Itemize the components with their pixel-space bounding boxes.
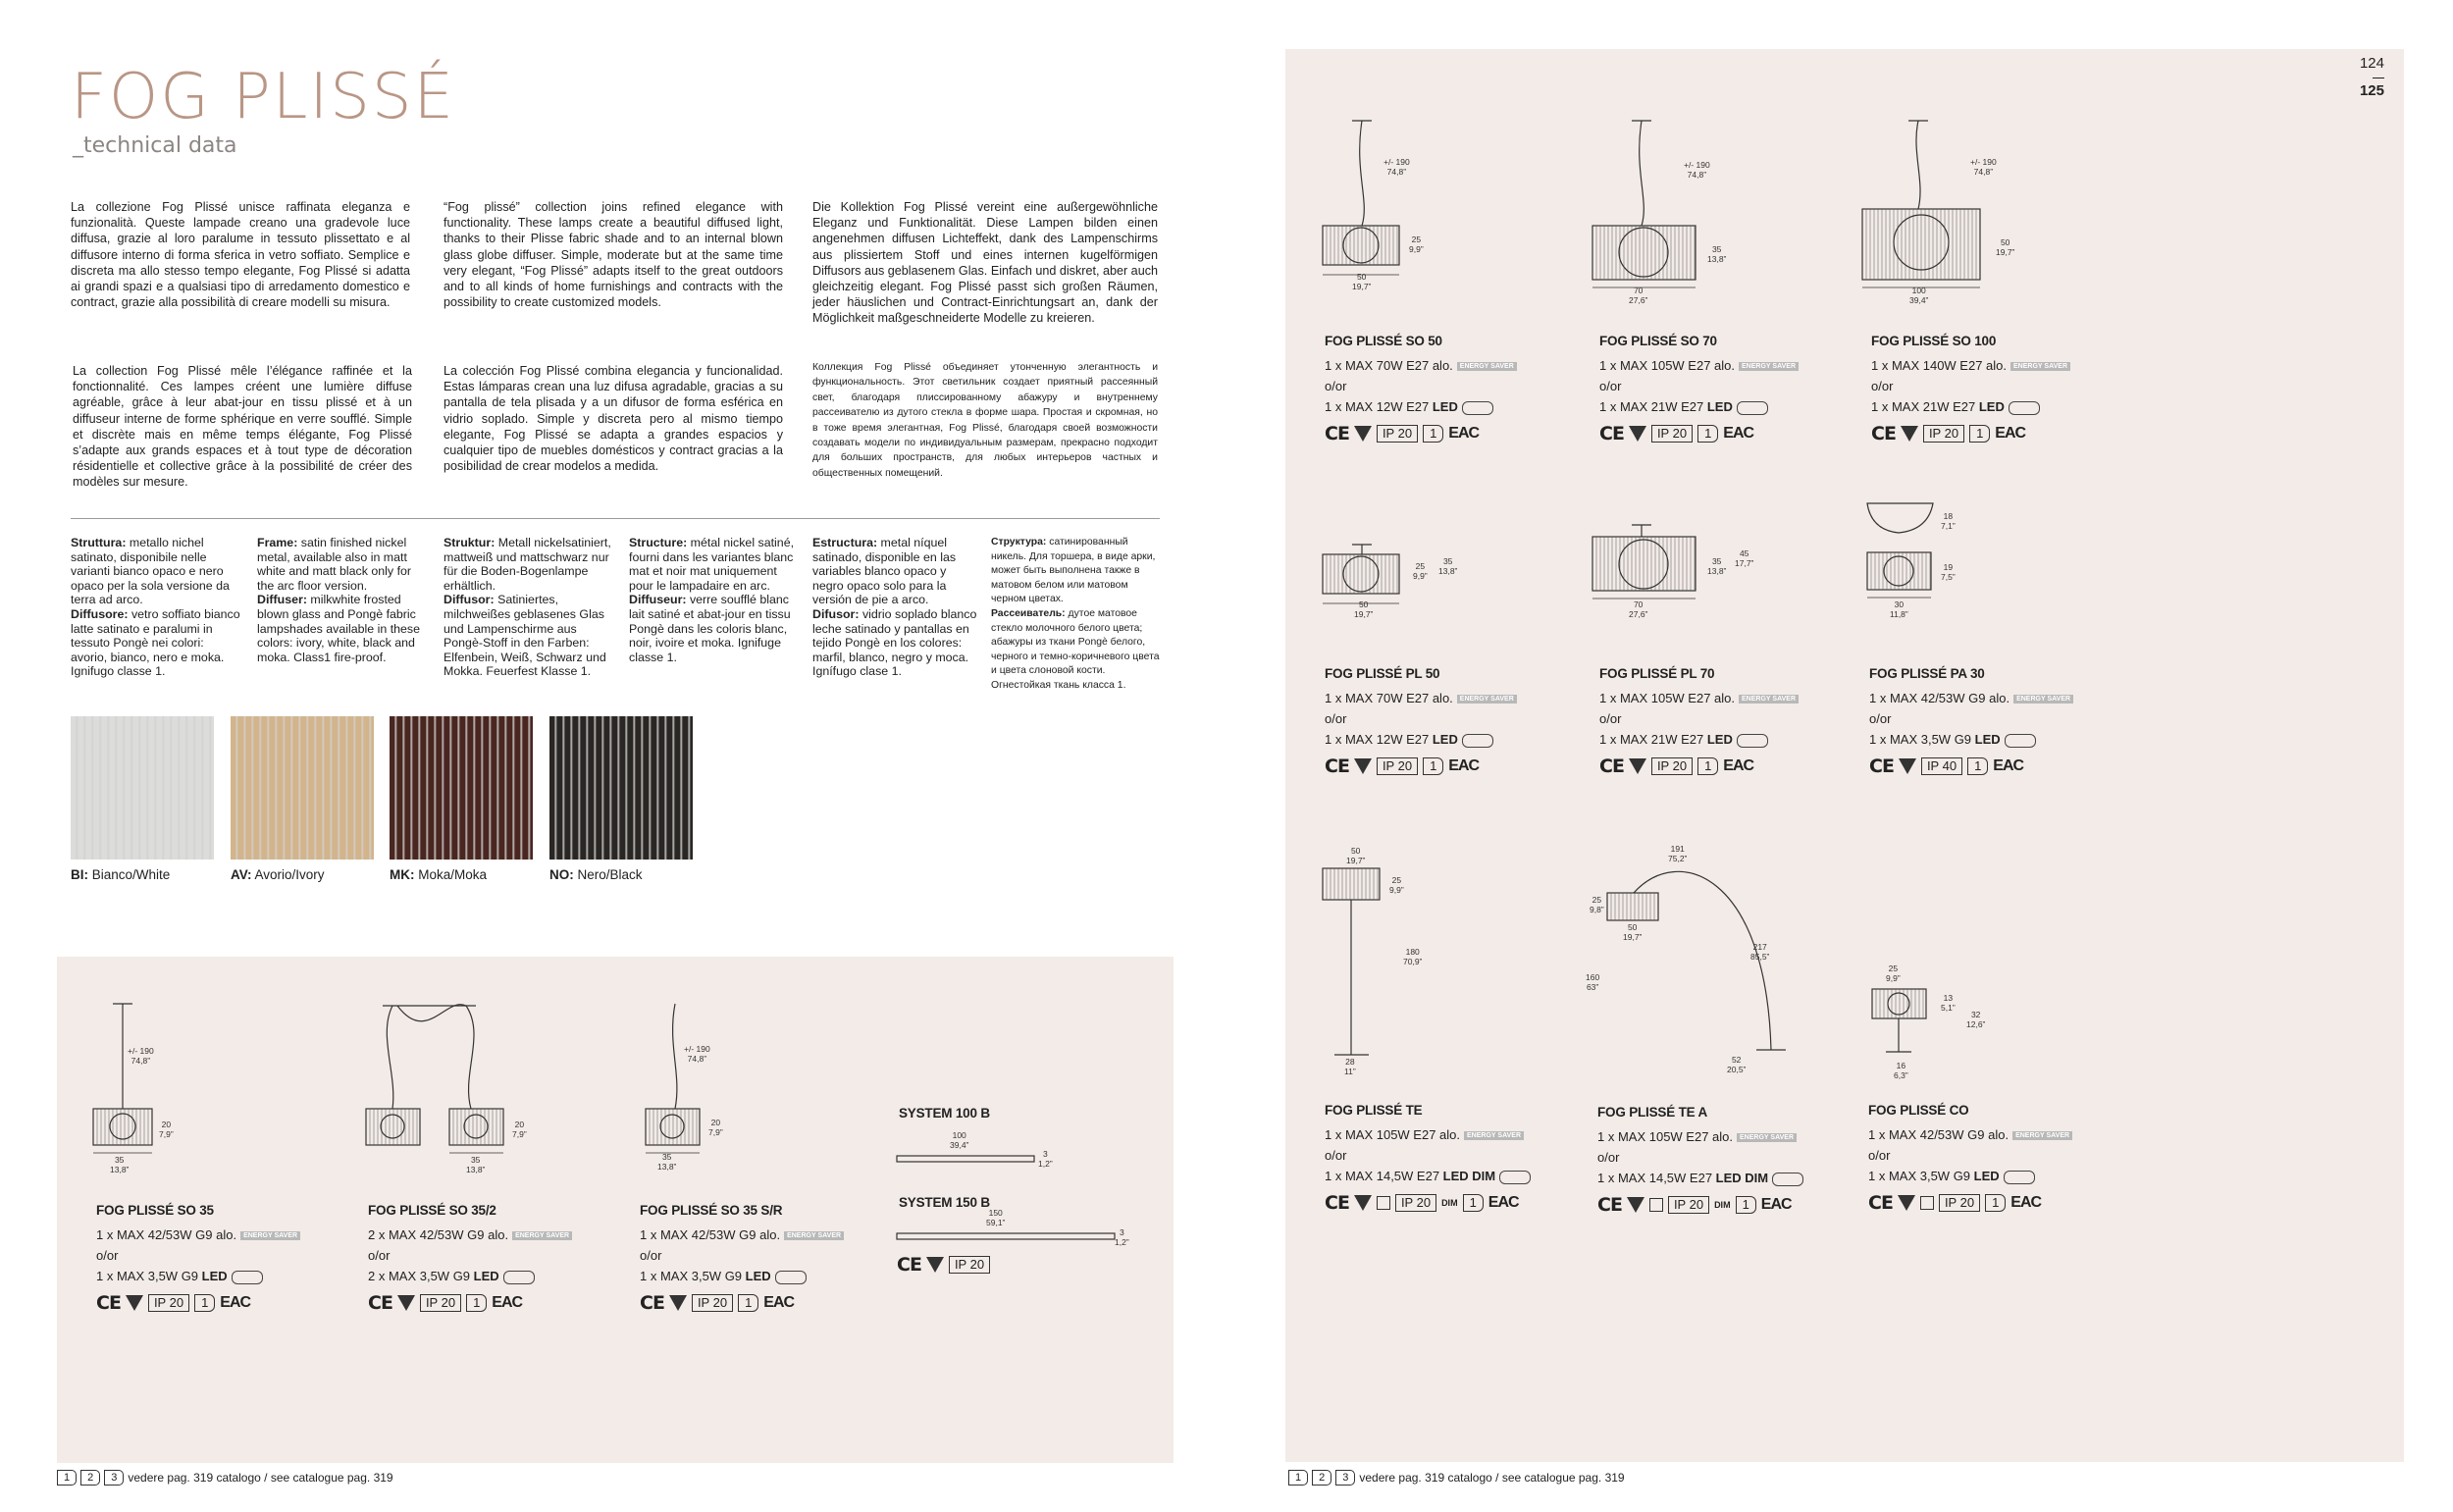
dim: 3 1,2” <box>1115 1227 1129 1247</box>
spec-line: 1 x MAX 42/53W G9 alo. <box>1868 1127 2009 1142</box>
or-label: o/or <box>1868 1148 1891 1163</box>
page-badge[interactable]: 1 <box>1288 1470 1308 1486</box>
spec-line: 1 x MAX 12W E27 <box>1325 399 1433 414</box>
ip-rating: IP 20 <box>1923 425 1964 443</box>
or-label: o/or <box>1871 379 1894 393</box>
dim: 100 39,4” <box>950 1130 969 1150</box>
energy-saver-badge: ENERGY SAVER <box>2012 1131 2072 1141</box>
or-label: o/or <box>1597 1150 1620 1165</box>
spec-de: Struktur: Metall nickelsatiniert, mattweiß und mattschwarz nur für die Boden-Bogenlampe erhältlich. Diffusor: Satiniertes, milchweißes geblasenes Glas und Lampenschirme aus Pongè-Stoff in den Farben: Elfenbein, Weiß, Schwarz und Mokka. Feuerfest Klasse 1. <box>444 536 611 679</box>
dim: 70 27,6” <box>1629 286 1648 305</box>
spec-line: 1 x MAX 12W E27 <box>1325 732 1433 747</box>
intro-ru: Коллекция Fog Plissé объединяет утонченную элегантность и функциональность. Этот светильник создает приятный рассеянный свет, благодаря плиссированному абажуру и внутреннему рассеивателю из дутого стекла в форме шара. Простая и скромная, но в тоже время элегантная, Fog Plissé, благодаря своей возможности создавать модели по индивидуальным размерам, прекрасно подходит для больших пространств, для любых интерьеров частных и общественных помещений. <box>812 362 1158 479</box>
spec-ru: Структура: сатинированный никель. Для торшера, в виде арки, может быть выполнена также в матовом белом или матовом черном цветах. Рассеиватель: дутое матовое стекло молочного белого цвета; абажуры из ткани Pongè белого, черного и темно-коричневого цвета и цвета слоновой кости. Огнестойкая ткань класса 1. <box>991 537 1160 691</box>
product-name: FOG PLISSÉ TE A <box>1597 1105 1708 1120</box>
or-label: o/or <box>1325 379 1347 393</box>
certifications: CE IP 20 1 EAC <box>368 1291 523 1314</box>
bulb-icon <box>1772 1173 1803 1186</box>
f-mark-icon <box>1354 758 1372 774</box>
class-badge: 1 <box>1697 425 1718 443</box>
bulb-icon <box>1462 401 1493 415</box>
spec-line: 1 x MAX 3,5W G9 <box>1868 1169 1974 1183</box>
ip-rating: IP 20 <box>1651 425 1693 443</box>
drawing-so35-sr <box>638 996 746 1177</box>
dim: +/- 190 74,8” <box>1684 160 1710 180</box>
ce-mark-icon: CE <box>1871 422 1896 444</box>
product-name: FOG PLISSÉ PA 30 <box>1869 666 1985 681</box>
ip-rating: IP 40 <box>1921 757 1962 775</box>
footer: 1 2 3 vedere pag. 319 catalogo / see catalogue pag. 319 <box>57 1470 393 1486</box>
class-badge: 1 <box>1463 1194 1484 1212</box>
dim: 28 11” <box>1344 1057 1356 1076</box>
f-mark-icon <box>1627 1197 1644 1213</box>
product-name: FOG PLISSÉ TE <box>1325 1103 1423 1118</box>
dim: 35 13,8” <box>1438 556 1458 576</box>
led-label: LED <box>1432 732 1458 747</box>
eac-mark-icon: EAC <box>1723 756 1754 774</box>
intro-es: La colección Fog Plissé combina elegancia y funcionalidad. Estas lámparas crean una luz difusa agradable, gracias a su pantalla de tela plisada y a un difusor de forma esférica en vidrio soplado. Simple y discreta pero al mismo tiempo elegante, Fog Plissé se adapta a grandes espacios y cualquier tipo de muebles domésticos y contract gracias a la posibilidad de crear modelos a medida. <box>444 364 783 474</box>
swatch-black <box>549 716 693 860</box>
dim: 52 20,5” <box>1727 1055 1747 1074</box>
spec-line: 1 x MAX 14,5W E27 <box>1597 1171 1716 1185</box>
product-name: FOG PLISSÉ PL 70 <box>1599 666 1715 681</box>
bulb-icon <box>503 1271 535 1284</box>
swatch-label: BI: Bianco/White <box>71 867 171 882</box>
dim: 25 9,9” <box>1886 964 1901 983</box>
led-label: LED <box>1978 399 2005 414</box>
dim: 13 5,1” <box>1941 993 1956 1013</box>
certifications <box>1871 423 2126 444</box>
certifications: CE IP 20 <box>897 1254 990 1276</box>
bulb-icon <box>1462 734 1493 748</box>
intro-de: Die Kollektion Fog Plissé vereint eine außergewöhnliche Eleganz und Funktionalität. Diese Lampen bilden einen angenehmen diffusen Lichteffekt, dank des Lampenschirms aus plissiertem Stoff und eines internen kugelförmigen Diffusors aus geblasenem Glas. Einfach und diskret, aber auch gleichzeitig elegant. Fog Plissé passt sich großen Räumen, jeder häuslichen und Contract-Einrichtungsart an, dank der Möglichkeit maßgeschneiderte Modelle zu kreieren. <box>812 200 1158 326</box>
class-badge: 1 <box>1969 425 1990 443</box>
f-mark-icon <box>126 1295 143 1311</box>
dim: 35 13,8” <box>1707 244 1727 264</box>
f-mark-icon <box>1899 758 1916 774</box>
f-mark-icon <box>1629 758 1646 774</box>
spec-line: 1 x MAX 70W E27 alo. <box>1325 691 1453 705</box>
spec-line: 1 x MAX 105W E27 alo. <box>1599 358 1736 373</box>
energy-saver-badge: ENERGY SAVER <box>1739 362 1799 372</box>
f-mark-icon <box>1901 426 1918 442</box>
dim: 191 75,2” <box>1668 844 1688 863</box>
eac-mark-icon: EAC <box>1993 756 2024 774</box>
swatch-ivory <box>231 716 374 860</box>
dim-icon: DIM <box>1714 1199 1731 1210</box>
dim: 50 19,7” <box>1354 600 1374 619</box>
ip-rating: IP 20 <box>1395 1194 1436 1212</box>
product-so35-2: FOG PLISSÉ SO 35/2 2 x MAX 42/53W G9 alo. ENERGY SAVER o/or 2 x MAX 3,5W G9 LED CE IP 20 1 EAC <box>368 1203 613 1314</box>
led-label: LED <box>1706 399 1733 414</box>
class-badge: 1 <box>1423 757 1443 775</box>
ce-mark-icon: CE <box>1868 1191 1893 1214</box>
product-so35: FOG PLISSÉ SO 35 1 x MAX 42/53W G9 alo. ENERGY SAVER o/or 1 x MAX 3,5W G9 LED CE IP 20 1 EAC <box>96 1203 341 1314</box>
led-label: LED <box>1706 732 1733 747</box>
dim: 30 11,8” <box>1890 600 1908 619</box>
swatch-label: NO: Nero/Black <box>549 867 643 882</box>
double-insulation-icon <box>1920 1196 1934 1210</box>
page-badge[interactable]: 3 <box>104 1470 124 1486</box>
page-badge[interactable]: 2 <box>1312 1470 1331 1486</box>
dim: +/- 190 74,8” <box>684 1044 710 1064</box>
class-badge: 1 <box>1985 1194 2006 1212</box>
product-name: FOG PLISSÉ PL 50 <box>1325 666 1440 681</box>
drawing-so100 <box>1854 113 2002 299</box>
or-label: o/or <box>1599 711 1622 726</box>
bulb-icon <box>1737 401 1768 415</box>
led-label: LED DIM <box>1442 1169 1496 1183</box>
certifications <box>1597 1194 1853 1216</box>
certifications: CE IP 20 1 EAC <box>96 1291 251 1314</box>
footer: 1 2 3 vedere pag. 319 catalogo / see catalogue pag. 319 <box>1288 1470 1625 1486</box>
product-pl70 <box>1599 666 1854 777</box>
swatch-moka <box>390 716 533 860</box>
dim: 35 13,8” <box>466 1155 486 1174</box>
page-number: 124 <box>2359 55 2384 72</box>
ce-mark-icon: CE <box>1325 1191 1349 1214</box>
spec-line: 1 x MAX 105W E27 alo. <box>1599 691 1736 705</box>
system-150b-title: SYSTEM 150 B <box>899 1195 990 1210</box>
dim: 35 13,8” <box>1707 556 1727 576</box>
drawing-co <box>1864 981 1953 1069</box>
dim: 35 13,8” <box>657 1152 677 1172</box>
product-co <box>1868 1103 2123 1214</box>
intro-fr: La collection Fog Plissé mêle l’élégance raffinée et la fonctionnalité. Ces lampes créent une lumière diffuse agréable, grâce à leur abat-jour en tissu plissé et à un diffuseur interne de forme sphérique en verre soufflé. Simple et discrète mais en même temps élégante, Fog Plissé s’adapte aux grands espaces et à tout type de décoration résidentielle et collective grâce à la possibilité de créer des modèles sur mesure. <box>73 364 412 490</box>
swatch-label: MK: Moka/Moka <box>390 867 488 882</box>
product-so100 <box>1871 334 2126 444</box>
spec-line: 1 x MAX 21W E27 <box>1599 399 1707 414</box>
eac-mark-icon: EAC <box>220 1293 251 1311</box>
drawing-so35-2 <box>358 996 535 1177</box>
spec-line: 1 x MAX 140W E27 alo. <box>1871 358 2008 373</box>
swatch-white <box>71 716 214 860</box>
ce-mark-icon: CE <box>1325 755 1349 777</box>
spec-it: Struttura: metallo nichel satinato, disponibile nelle varianti bianco opaco e nero opaco per la sola versione da terra ad arco. Diffusore: vetro soffiato bianco latte satinato e paralumi in tessuto Pongè nei colori: avorio, bianco, nero e moka. Ignifugo classe 1. <box>71 536 240 679</box>
bulb-icon <box>2009 401 2040 415</box>
system-150b-drawing <box>895 1229 1121 1245</box>
spec-line: 1 x MAX 14,5W E27 <box>1325 1169 1443 1183</box>
bulb-icon <box>1737 734 1768 748</box>
product-so35-sr: FOG PLISSÉ SO 35 S/R 1 x MAX 42/53W G9 alo. ENERGY SAVER o/or 1 x MAX 3,5W G9 LED CE IP 20 1 EAC <box>640 1203 885 1314</box>
double-insulation-icon <box>1377 1196 1390 1210</box>
or-label: o/or <box>1325 1148 1347 1163</box>
certifications <box>1325 1192 1580 1214</box>
product-pa30 <box>1869 666 2124 777</box>
intro-it: La collezione Fog Plissé unisce raffinata eleganza e funzionalità. Queste lampade creano una gradevole luce diffusa, grazie al loro paralume in tessuto plissettato e al diffusore interno di forma sferica in vetro soffiato. Semplice e discreta ma allo stesso tempo elegante, Fog Plissé si adatta ai grandi spazi e a qualsiasi tipo di arredamento domestico e contract, grazie alla possibilità di creare modelli su misura. <box>71 200 410 310</box>
certifications <box>1869 756 2124 777</box>
dim: 100 39,4” <box>1909 286 1929 305</box>
spec-line: 1 x MAX 21W E27 <box>1871 399 1979 414</box>
ce-mark-icon: CE <box>1325 422 1349 444</box>
ip-rating: IP 20 <box>1651 757 1693 775</box>
bulb-icon <box>1499 1171 1531 1184</box>
product-name: FOG PLISSÉ SO 100 <box>1871 334 1997 348</box>
spec-line: 1 x MAX 42/53W G9 alo. <box>1869 691 2010 705</box>
page-badge[interactable]: 2 <box>80 1470 100 1486</box>
dim: 180 70,9” <box>1403 947 1423 966</box>
product-pl50 <box>1325 666 1580 777</box>
dim: 50 19,7” <box>1996 237 2015 257</box>
dim: +/- 190 74,8” <box>128 1046 154 1066</box>
product-te-a <box>1597 1105 1853 1216</box>
energy-saver-badge: ENERGY SAVER <box>2013 695 2073 704</box>
eac-mark-icon: EAC <box>1723 424 1754 442</box>
spec-line: 1 x MAX 70W E27 alo. <box>1325 358 1453 373</box>
eac-mark-icon: EAC <box>1487 1193 1519 1211</box>
ip-rating: IP 20 <box>1668 1196 1709 1214</box>
drawing-so35 <box>83 996 201 1177</box>
energy-saver-badge: ENERGY SAVER <box>240 1231 300 1241</box>
dim: +/- 190 74,8” <box>1383 157 1410 177</box>
spec-line: 1 x MAX 105W E27 alo. <box>1325 1127 1461 1142</box>
drawing-so50 <box>1315 113 1423 289</box>
double-insulation-icon <box>1649 1198 1663 1212</box>
led-label: LED <box>1973 1169 2000 1183</box>
energy-saver-badge: ENERGY SAVER <box>1457 362 1517 372</box>
ce-mark-icon: CE <box>96 1291 121 1314</box>
system-100b-drawing <box>895 1152 1042 1168</box>
class-badge: 1 <box>1697 757 1718 775</box>
page-subtitle: _technical data <box>73 133 237 158</box>
drawing-so70 <box>1585 113 1712 299</box>
led-label: LED DIM <box>1715 1171 1769 1185</box>
dim: 18 7,1” <box>1941 511 1956 531</box>
eac-mark-icon: EAC <box>2010 1193 2042 1211</box>
f-mark-icon <box>1354 1195 1372 1211</box>
page-title: FOG PLISSÉ <box>71 61 455 133</box>
eac-mark-icon: EAC <box>1448 424 1480 442</box>
energy-saver-badge: ENERGY SAVER <box>784 1231 844 1241</box>
ip-rating: IP 20 <box>1377 425 1418 443</box>
energy-saver-badge: ENERGY SAVER <box>1737 1133 1797 1143</box>
dim: 32 12,6” <box>1966 1010 1986 1029</box>
energy-saver-badge: ENERGY SAVER <box>1457 695 1517 704</box>
dim: 160 63” <box>1586 972 1600 992</box>
bulb-icon <box>775 1271 807 1284</box>
dim: 20 7,9” <box>512 1120 527 1139</box>
ce-mark-icon: CE <box>1599 755 1624 777</box>
bulb-icon <box>232 1271 263 1284</box>
dim: 25 9,8” <box>1590 895 1604 914</box>
energy-saver-badge: ENERGY SAVER <box>2010 362 2070 372</box>
dim-icon: DIM <box>1441 1197 1458 1208</box>
or-label: o/or <box>1599 379 1622 393</box>
dim: 50 19,7” <box>1346 846 1366 865</box>
certifications <box>1599 756 1854 777</box>
dim: 3 1,2” <box>1038 1149 1053 1169</box>
ip-rating: IP 20 <box>1939 1194 1980 1212</box>
spec-fr: Structure: métal nickel satiné, fourni dans les variantes blanc mat et noir mat uniquement pour le lampadaire en arc. Diffuseur: verre soufflé blanc lait satiné et abat-jour en tissu Pongè dans les coloris blanc, noir, ivoire et moka. Ignifuge classe 1. <box>629 536 795 664</box>
dim: 20 7,9” <box>159 1120 174 1139</box>
product-te <box>1325 1103 1580 1214</box>
dim: 19 7,5” <box>1941 562 1956 582</box>
f-mark-icon <box>1898 1195 1915 1211</box>
dim: 25 9,9” <box>1389 875 1404 895</box>
class-badge: 1 <box>1736 1196 1756 1214</box>
spec-es: Estructura: metal níquel satinado, disponible en las variables blanco opaco y negro opaco solo para la versión de pie a arco. Difusor: vidrio soplado blanco leche satinado y pantallas en tejido Pongè en los colores: marfil, blanco, negro y moca. Ignífugo clase 1. <box>812 536 977 679</box>
energy-saver-badge: ENERGY SAVER <box>1739 695 1799 704</box>
drawing-pl70 <box>1585 520 1712 618</box>
certifications <box>1325 756 1580 777</box>
dim: 50 19,7” <box>1352 272 1372 291</box>
or-label: o/or <box>1869 711 1892 726</box>
dim: 25 9,9” <box>1409 235 1424 254</box>
eac-mark-icon: EAC <box>1995 424 2026 442</box>
dim: 16 6,3” <box>1894 1061 1908 1080</box>
system-100b-title: SYSTEM 100 B <box>899 1106 990 1121</box>
spec-line: 1 x MAX 21W E27 <box>1599 732 1707 747</box>
product-name: FOG PLISSÉ SO 70 <box>1599 334 1717 348</box>
led-label: LED <box>1432 399 1458 414</box>
dim: 50 19,7” <box>1623 922 1643 942</box>
page-badge[interactable]: 1 <box>57 1470 77 1486</box>
class-badge: 1 <box>1967 757 1988 775</box>
certifications <box>1325 423 1580 444</box>
led-label: LED <box>1974 732 2001 747</box>
certifications <box>1868 1192 2123 1214</box>
ip-rating: IP 20 <box>1377 757 1418 775</box>
dim: 20 7,9” <box>708 1118 723 1137</box>
ce-mark-icon: CE <box>1599 422 1624 444</box>
page-number: 125 <box>2359 82 2384 99</box>
product-so50 <box>1325 334 1580 444</box>
spec-en: Frame: satin finished nickel metal, available also in matt white and matt black only for the arc floor version. Diffuser: milkwhite frosted blown glass and Pongè fabric lampshades available in these colors: ivory, white, black and moka. Class1 fire-proof. <box>257 536 421 664</box>
ce-mark-icon: CE <box>1597 1193 1622 1216</box>
swatch-label: AV: Avorio/Ivory <box>231 867 325 882</box>
eac-mark-icon: EAC <box>1448 756 1480 774</box>
ce-mark-icon: CE <box>1869 755 1894 777</box>
dim: +/- 190 74,8” <box>1970 157 1997 177</box>
energy-saver-badge: ENERGY SAVER <box>512 1231 572 1241</box>
f-mark-icon <box>1629 426 1646 442</box>
class-badge: 1 <box>1423 425 1443 443</box>
bulb-icon <box>2005 734 2036 748</box>
energy-saver-badge: ENERGY SAVER <box>1464 1131 1524 1141</box>
page-badge[interactable]: 3 <box>1335 1470 1355 1486</box>
drawing-pa30 <box>1859 495 1948 613</box>
f-mark-icon <box>1354 426 1372 442</box>
spec-line: 1 x MAX 3,5W G9 <box>1869 732 1975 747</box>
product-name: FOG PLISSÉ CO <box>1868 1103 1969 1118</box>
product-so70 <box>1599 334 1854 444</box>
dim: 45 17,7” <box>1735 548 1754 568</box>
drawing-te <box>1315 863 1403 1084</box>
certifications <box>1599 423 1854 444</box>
dim: 217 85,5” <box>1750 942 1770 962</box>
eac-mark-icon: EAC <box>1760 1195 1792 1213</box>
intro-en: “Fog plissé” collection joins refined elegance with functionality. These lamps create a beautiful diffused light, thanks to their Plisse fabric shade and to an internal blown glass globe diffuser. Simple, moderate but at the same time very elegant, “Fog Plissé” adapts itself to the great outdoors and to all kinds of home furnishings and contracts with the possibility to create customized models. <box>444 200 783 310</box>
dim: 150 59,1” <box>986 1208 1006 1227</box>
product-name: FOG PLISSÉ SO 50 <box>1325 334 1442 348</box>
divider <box>71 518 1160 519</box>
spec-line: 1 x MAX 105W E27 alo. <box>1597 1129 1734 1144</box>
dim: 70 27,6” <box>1629 600 1648 619</box>
dim: 35 13,8” <box>110 1155 130 1174</box>
or-label: o/or <box>1325 711 1347 726</box>
bulb-icon <box>2004 1171 2035 1184</box>
dim: 25 9,9” <box>1413 561 1428 581</box>
certifications: CE IP 20 1 EAC <box>640 1291 795 1314</box>
